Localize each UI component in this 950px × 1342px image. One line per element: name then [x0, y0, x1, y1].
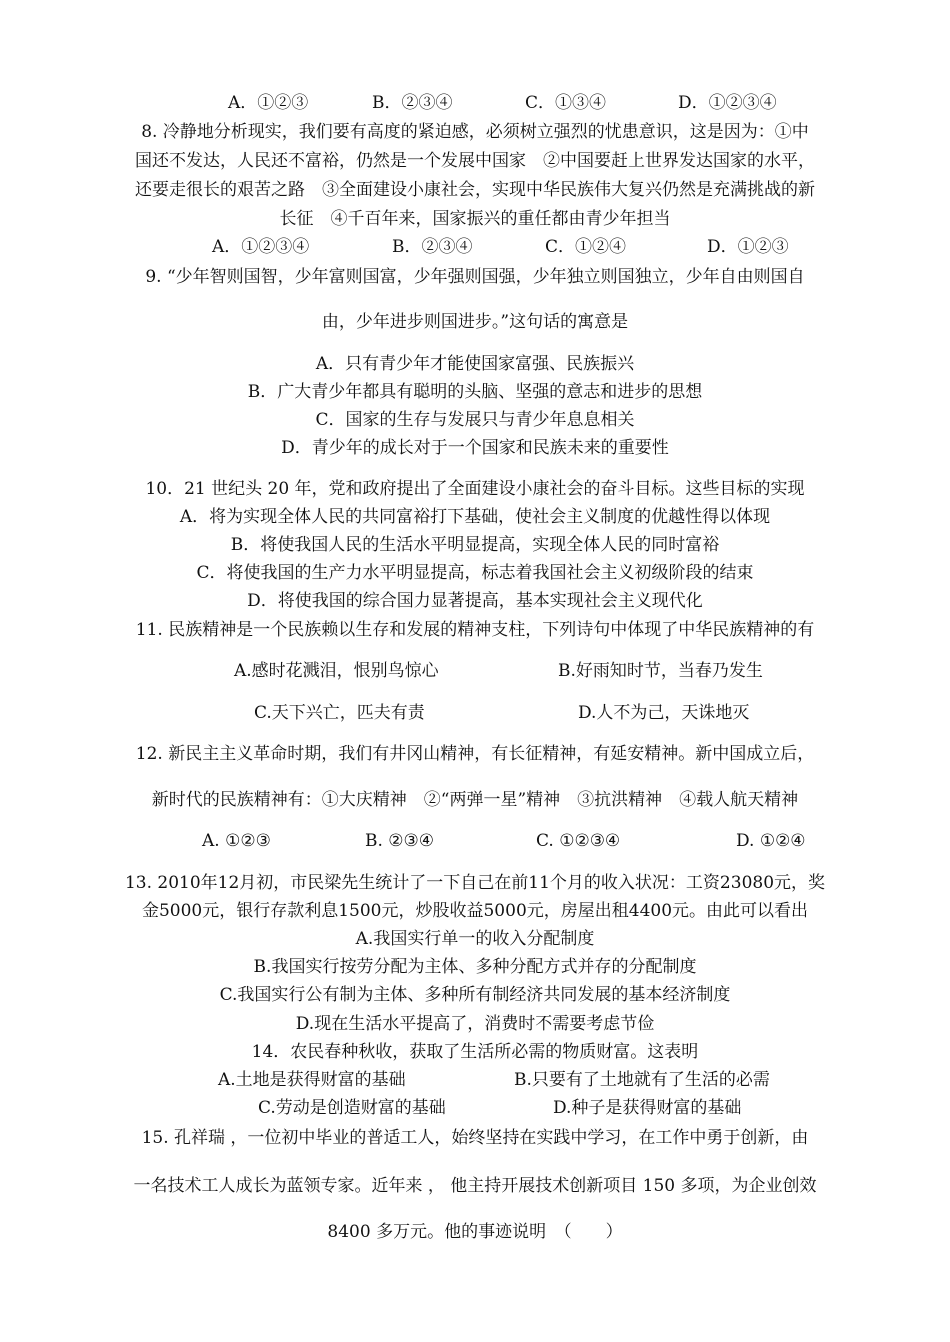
q13-option-c: C.我国实行公有制为主体、多种所有制经济共同发展的基本经济制度: [219, 985, 731, 1005]
q15-stem-line-1: 15. 孔祥瑞 ，一位初中毕业的普适工人，始终坚持在实践中学习，在工作中勇于创新，由: [141, 1128, 809, 1148]
q11-stem-line-1: 11. 民族精神是一个民族赖以生存和发展的精神支柱，下列诗句中体现了中华民族精神的有: [135, 620, 815, 640]
q12-option-b: B. ②③④: [365, 831, 435, 851]
q10-option-d: D．将使我国的综合国力显著提高，基本实现社会主义现代化: [247, 591, 703, 611]
q13-stem-line-1: 13. 2010年12月初，市民梁先生统计了一下自己在前11个月的收入状况：工资23080元，奖: [124, 873, 826, 893]
q13-option-d: D.现在生活水平提高了，消费时不需要考虑节俭: [295, 1014, 655, 1034]
q13-option-b: B.我国实行按劳分配为主体、多种分配方式并存的分配制度: [253, 957, 697, 977]
q14-option-c: C.劳动是创造财富的基础: [258, 1098, 446, 1118]
q10-option-c: C．将使我国的生产力水平明显提高，标志着我国社会主义初级阶段的结束: [196, 563, 754, 583]
q9-option-a: A．只有青少年才能使国家富强、民族振兴: [315, 354, 635, 374]
q7-option-b: B．②③④: [372, 93, 453, 113]
q11-option-d: D.人不为己，天诛地灭: [578, 703, 750, 723]
q12-option-a: A. ①②③: [202, 831, 271, 851]
q13-option-a: A.我国实行单一的收入分配制度: [355, 929, 595, 949]
q9-option-d: D．青少年的成长对于一个国家和民族未来的重要性: [281, 438, 669, 458]
q14-option-a: A.土地是获得财富的基础: [218, 1070, 406, 1090]
q11-option-b: B.好雨知时节，当春乃发生: [558, 661, 763, 681]
q10-option-a: A．将为实现全体人民的共同富裕打下基础，使社会主义制度的优越性得以体现: [179, 507, 771, 527]
q9-option-b: B．广大青少年都具有聪明的头脑、坚强的意志和进步的思想: [247, 382, 703, 402]
q15-stem-line-2: 一名技术工人成长为蓝领专家。近年来 ， 他主持开展技术创新项目 150 多项，为企业创效: [133, 1176, 817, 1196]
q14-option-b: B.只要有了土地就有了生活的必需: [514, 1070, 770, 1090]
q9-stem-line-2: 由，少年进步则国进步。”这句话的寓意是: [321, 312, 629, 332]
q11-option-c: C.天下兴亡，匹夫有责: [254, 703, 425, 723]
q12-option-c: C. ①②③④: [536, 831, 621, 851]
q8-stem-line-4: 长征 ④千百年来，国家振兴的重任都由青少年担当: [279, 209, 671, 229]
q8-stem-line-2: 国还不发达，人民还不富裕，仍然是一个发展中国家 ②中国要赶上世界发达国家的水平，: [135, 151, 815, 171]
q10-stem-line-1: 10．21 世纪头 20 年，党和政府提出了全面建设小康社会的奋斗目标。这些目标的实现: [145, 479, 805, 499]
q13-stem-line-2: 金5000元，银行存款利息1500元，炒股收益5000元，房屋出租4400元。由此可以看出: [141, 901, 809, 921]
q7-option-a: A．①②③: [228, 93, 309, 113]
q7-option-c: C．①③④: [525, 93, 607, 113]
q12-option-d: D. ①②④: [736, 831, 806, 851]
q14-option-d: D.种子是获得财富的基础: [553, 1098, 742, 1118]
q14-stem-line-1: 14．农民春种秋收，获取了生活所必需的物质财富。这表明: [251, 1042, 699, 1062]
q7-option-d: D．①②③④: [678, 93, 777, 113]
q9-option-c: C．国家的生存与发展只与青少年息息相关: [315, 410, 635, 430]
q12-stem-line-1: 12. 新民主主义革命时期，我们有井冈山精神，有长征精神，有延安精神。新中国成立后，: [135, 744, 815, 764]
q8-stem-line-1: 8. 冷静地分析现实，我们要有高度的紧迫感，必须树立强烈的忧患意识，这是因为：①中: [141, 122, 809, 142]
q8-option-c: C．①②④: [545, 237, 627, 257]
q8-option-a: A．①②③④: [212, 237, 310, 257]
q8-stem-line-3: 还要走很长的艰苦之路 ③全面建设小康社会，实现中华民族伟大复兴仍然是充满挑战的新: [135, 180, 815, 200]
q15-stem-line-3: 8400 多万元。他的事迹说明 （ ）: [327, 1222, 623, 1242]
q9-stem-line-1: 9. “少年智则国智，少年富则国富，少年强则国强，少年独立则国独立，少年自由则国自: [145, 267, 805, 287]
q10-option-b: B．将使我国人民的生活水平明显提高，实现全体人民的同时富裕: [230, 535, 720, 555]
q8-option-d: D．①②③: [707, 237, 789, 257]
q12-stem-line-2: 新时代的民族精神有：①大庆精神 ②“两弹一星”精神 ③抗洪精神 ④载人航天精神: [151, 790, 799, 810]
q8-option-b: B．②③④: [392, 237, 473, 257]
q11-option-a: A.感时花溅泪，恨别鸟惊心: [234, 661, 439, 681]
